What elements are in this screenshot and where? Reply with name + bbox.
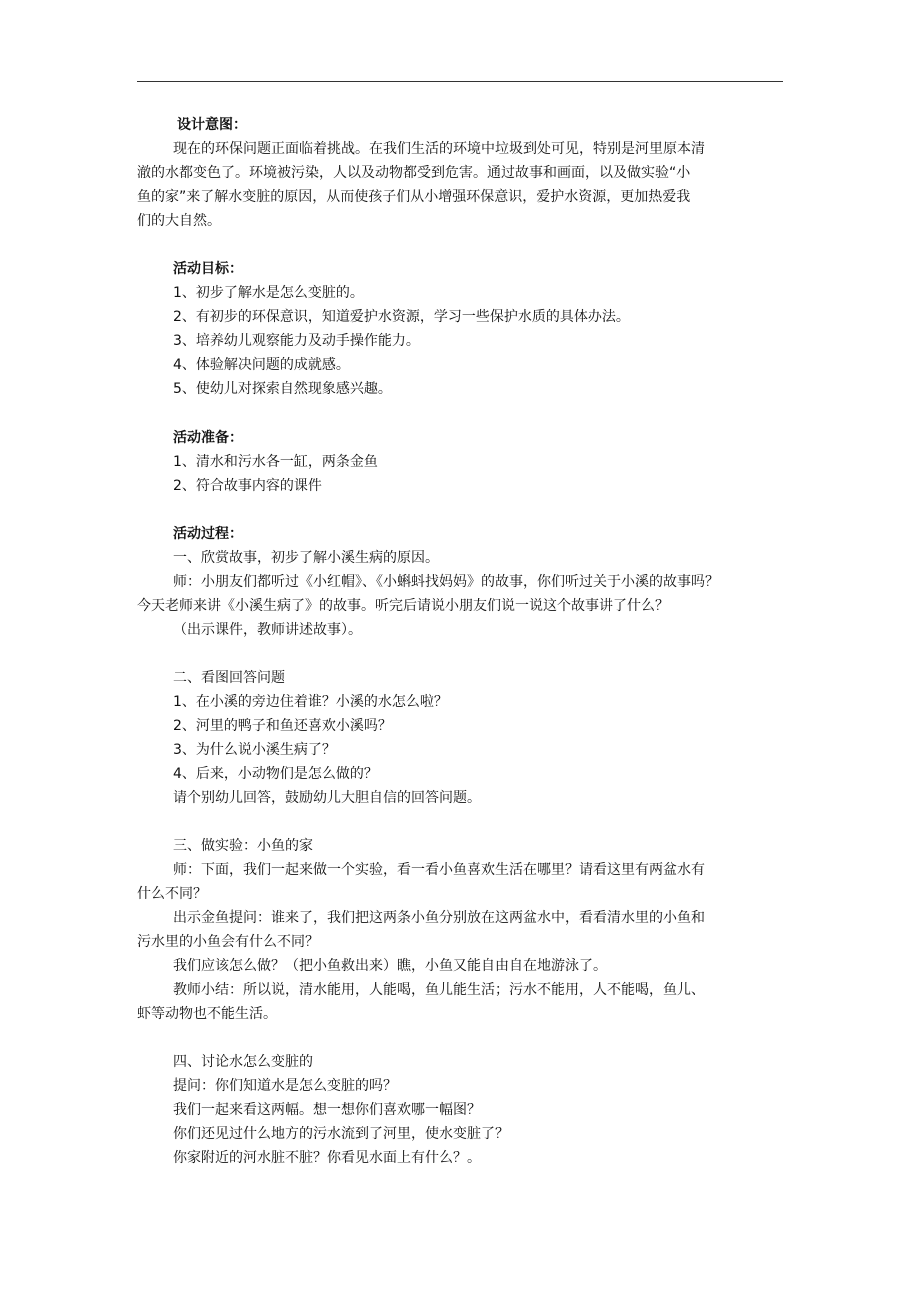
list-item: 1、在小溪的旁边住着谁？小溪的水怎么啦？ (173, 694, 448, 710)
list-item: 3、为什么说小溪生病了？ (173, 742, 336, 758)
paragraph-line: 现在的环保问题正面临着挑战。在我们生活的环境中垃圾到处可见，特别是河里原本清 (173, 141, 705, 157)
list-item: 5、使幼儿对探索自然现象感兴趣。 (173, 381, 392, 397)
list-item: 1、清水和污水各一缸，两条金鱼 (173, 454, 378, 470)
paragraph-line: 师：下面，我们一起来做一个实验，看一看小鱼喜欢生活在哪里？请看这里有两盆水有 (173, 862, 705, 878)
paragraph-line: 今天老师来讲《小溪生病了》的故事。听完后请说小朋友们说一说这个故事讲了什么？ (137, 598, 669, 614)
paragraph-line: 污水里的小鱼会有什么不同？ (137, 934, 319, 950)
subsection-title: 三、做实验：小鱼的家 (173, 838, 313, 854)
section-heading-process: 活动过程： (173, 526, 243, 542)
subsection-title: 二、看图回答问题 (173, 670, 285, 686)
paragraph-line: 请个别幼儿回答，鼓励幼儿大胆自信的回答问题。 (173, 790, 481, 806)
paragraph-line: 们的大自然。 (137, 213, 221, 229)
paragraph-line: 我们一起来看这两幅。想一想你们喜欢哪一幅图？ (173, 1102, 481, 1118)
list-item: 2、符合故事内容的课件 (173, 478, 322, 494)
paragraph-line: （出示课件，教师讲述故事）。 (173, 622, 362, 638)
paragraph-line: 澈的水都变色了。环境被污染，人以及动物都受到危害。通过故事和画面，以及做实验“小 (137, 165, 691, 181)
paragraph-line: 师：小朋友们都听过《小红帽》、《小蝌蚪找妈妈》的故事，你们听过关于小溪的故事吗？ (173, 574, 719, 590)
list-item: 4、体验解决问题的成就感。 (173, 357, 350, 373)
subsection-title: 四、讨论水怎么变脏的 (173, 1054, 313, 1070)
section-heading-preparation: 活动准备： (173, 430, 243, 446)
list-item: 1、初步了解水是怎么变脏的。 (173, 285, 364, 301)
paragraph-line: 提问：你们知道水是怎么变脏的吗？ (173, 1078, 397, 1094)
paragraph-line: 出示金鱼提问：谁来了，我们把这两条小鱼分别放在这两盆水中，看看清水里的小鱼和 (173, 910, 705, 926)
subsection-title: 一、欣赏故事，初步了解小溪生病的原因。 (173, 550, 439, 566)
list-item: 4、后来，小动物们是怎么做的？ (173, 766, 378, 782)
section-heading-goals: 活动目标： (173, 261, 243, 277)
list-item: 3、培养幼儿观察能力及动手操作能力。 (173, 333, 420, 349)
paragraph-line: 我们应该怎么做？（把小鱼救出来）瞧，小鱼又能自由自在地游泳了。 (173, 958, 607, 974)
paragraph-line: 你家附近的河水脏不脏？你看见水面上有什么？。 (173, 1150, 481, 1166)
paragraph-line: 什么不同？ (137, 886, 207, 902)
paragraph-line: 教师小结：所以说，清水能用，人能喝，鱼儿能生活；污水不能用，人不能喝，鱼儿、 (173, 982, 705, 998)
list-item: 2、有初步的环保意识，知道爱护水资源，学习一些保护水质的具体办法。 (173, 309, 630, 325)
paragraph-line: 你们还见过什么地方的污水流到了河里，使水变脏了？ (173, 1126, 509, 1142)
list-item: 2、河里的鸭子和鱼还喜欢小溪吗？ (173, 718, 392, 734)
paragraph-line: 虾等动物也不能生活。 (137, 1006, 277, 1022)
paragraph-line: 鱼的家”来了解水变脏的原因，从而使孩子们从小增强环保意识，爱护水资源，更加热爱我 (137, 189, 691, 205)
section-heading-design-intent: 设计意图： (177, 117, 247, 133)
